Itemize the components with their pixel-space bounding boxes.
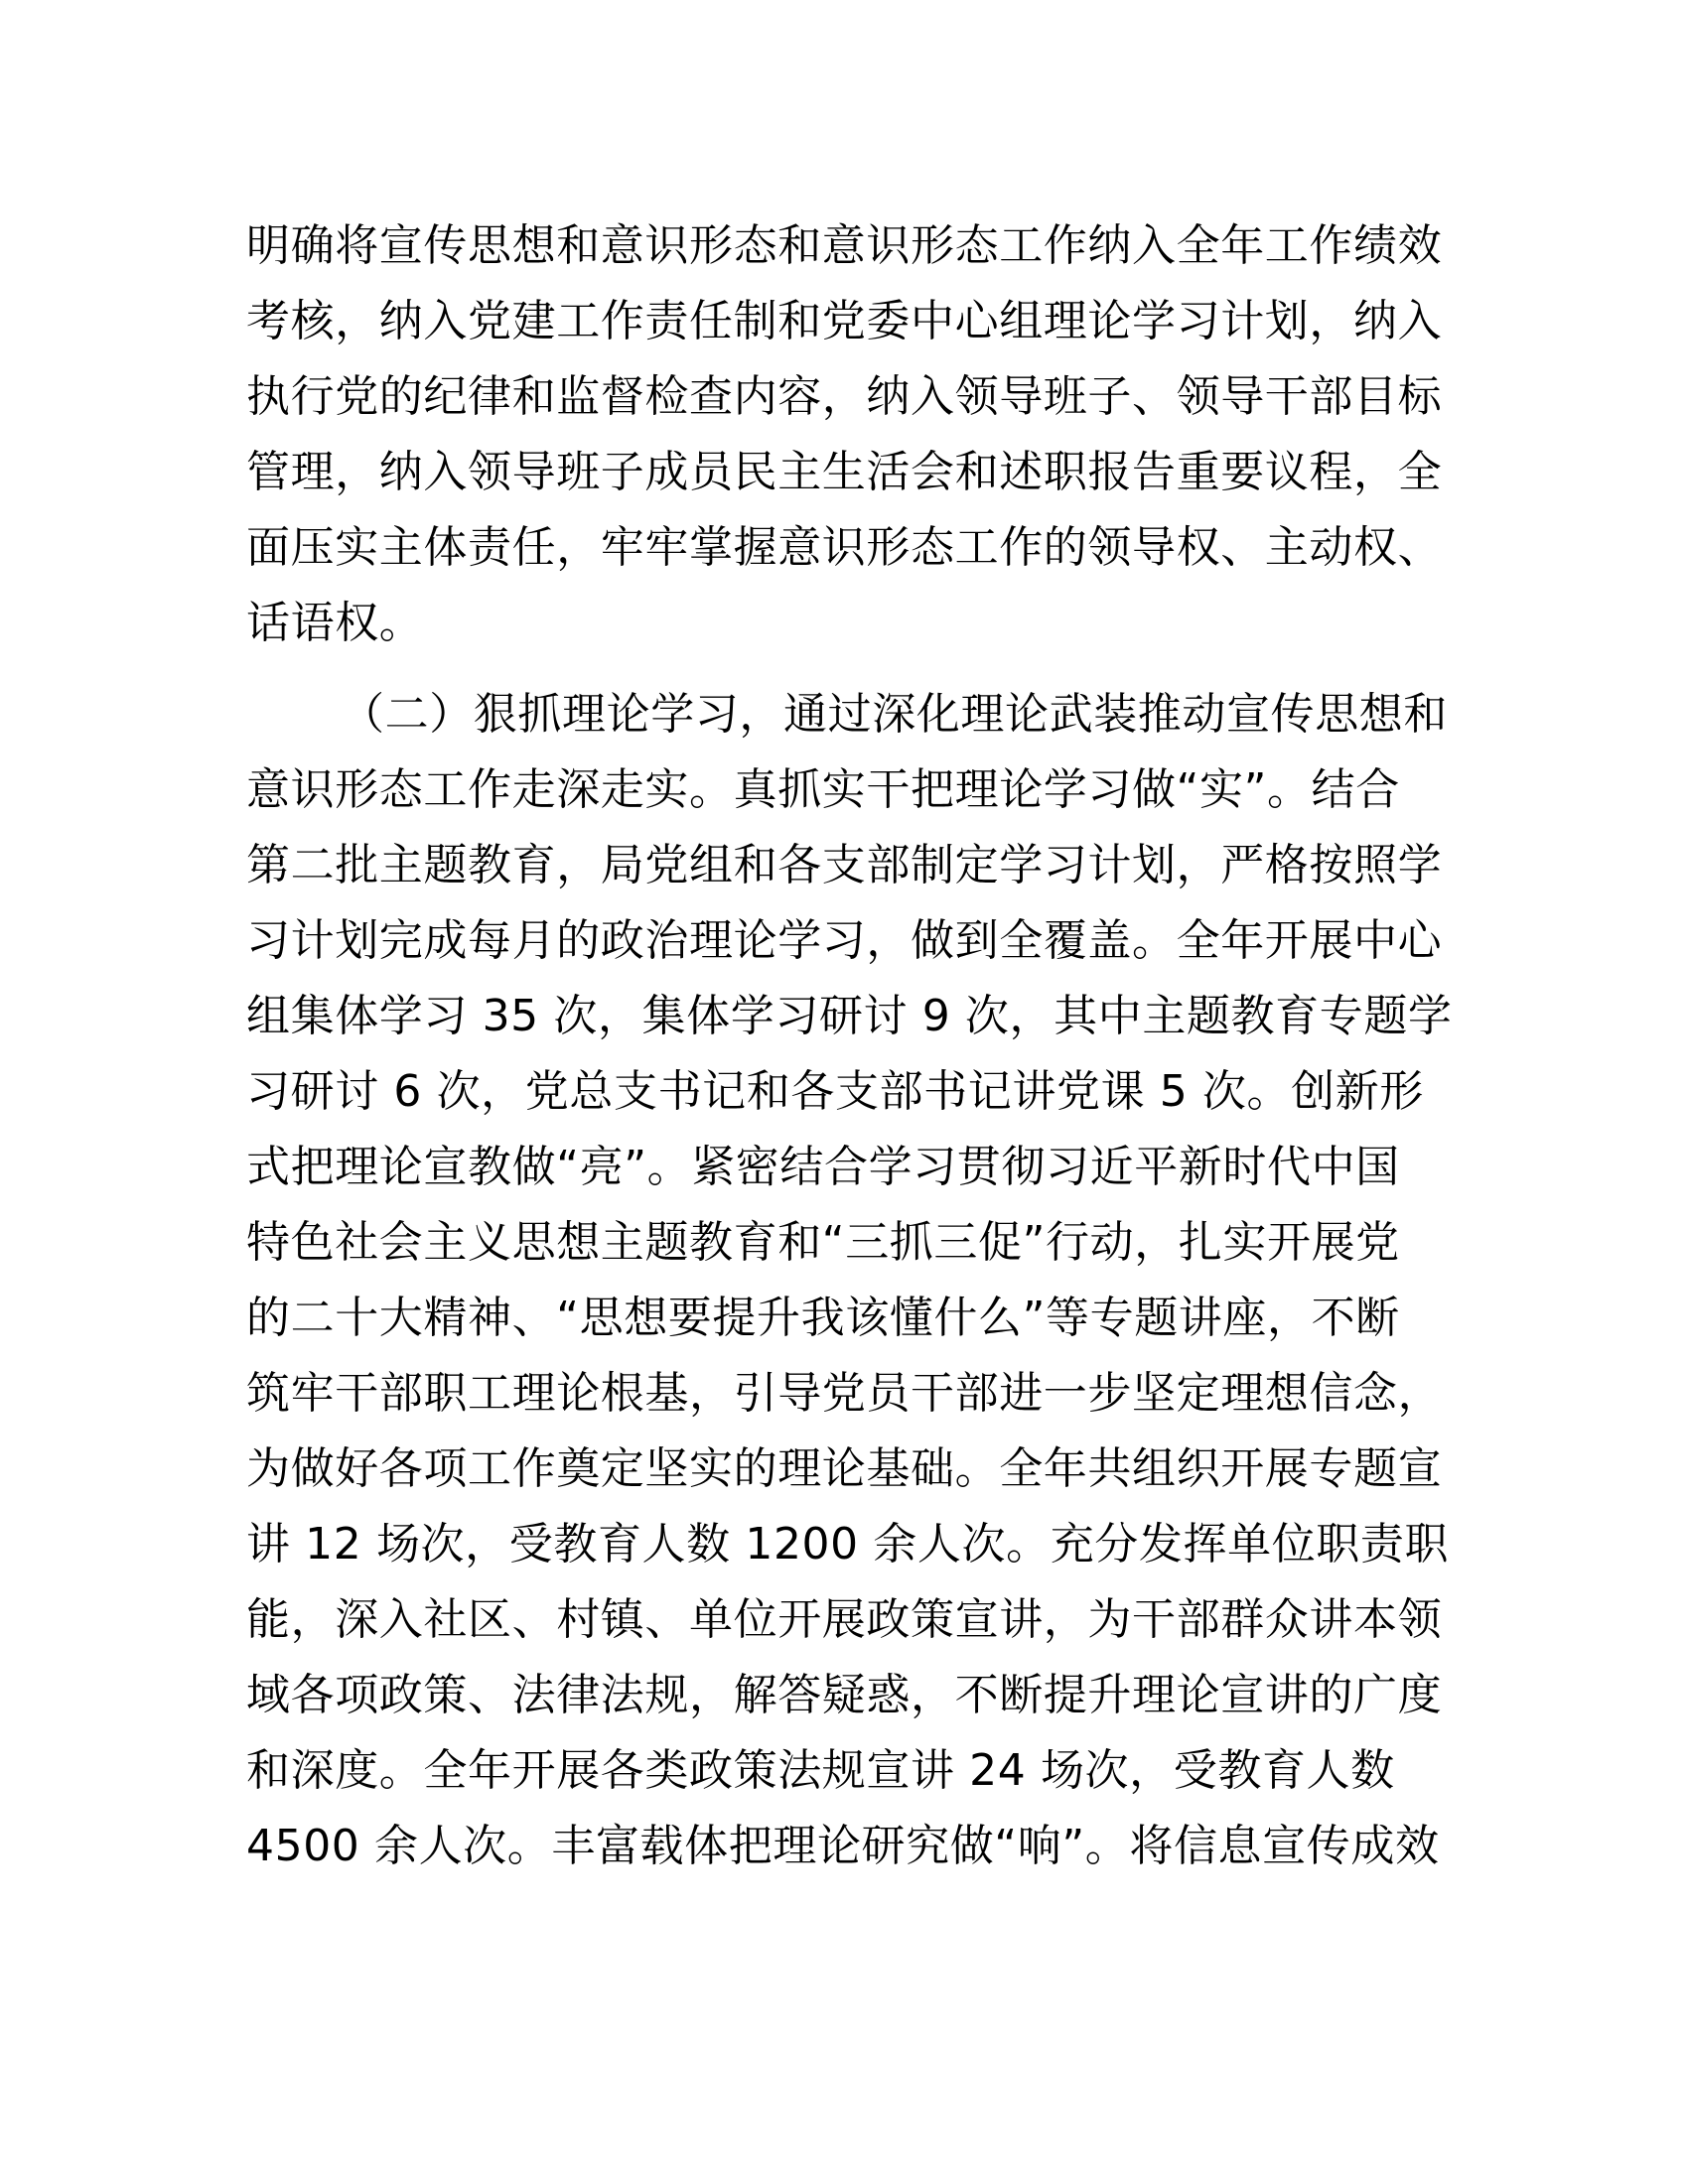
text-line: 讲 12 场次，受教育人数 1200 余人次。充分发挥单位职责职 bbox=[246, 1519, 1450, 1570]
text-line: 筑牢干部职工理论根基，引导党员干部进一步坚定理想信念， bbox=[246, 1368, 1443, 1419]
text-line: 习研讨 6 次，党总支书记和各支部书记讲党课 5 次。创新形 bbox=[246, 1066, 1424, 1117]
text-line: 第二批主题教育，局党组和各支部制定学习计划，严格按照学 bbox=[246, 840, 1443, 890]
text-line: 组集体学习 35 次，集体学习研讨 9 次，其中主题教育专题学 bbox=[246, 991, 1453, 1041]
paragraph-heading-line: （二）狠抓理论学习，通过深化理论武装推动宣传思想和 bbox=[341, 689, 1448, 740]
text-line: 的二十大精神、“思想要提升我该懂什么”等专题讲座，不断 bbox=[246, 1293, 1400, 1343]
text-line: 明确将宣传思想和意识形态和意识形态工作纳入全年工作绩效 bbox=[246, 220, 1443, 271]
text-line: 意识形态工作走深走实。真抓实干把理论学习做“实”。结合 bbox=[246, 764, 1400, 815]
text-line: 为做好各项工作奠定坚实的理论基础。全年共组织开展专题宣 bbox=[246, 1443, 1443, 1494]
text-line: 考核，纳入党建工作责任制和党委中心组理论学习计划，纳入 bbox=[246, 296, 1443, 346]
text-line: 执行党的纪律和监督检查内容，纳入领导班子、领导干部目标 bbox=[246, 371, 1443, 422]
text-line: 面压实主体责任，牢牢掌握意识形态工作的领导权、主动权、 bbox=[246, 522, 1443, 573]
text-line: 域各项政策、法律法规，解答疑惑，不断提升理论宣讲的广度 bbox=[246, 1670, 1443, 1720]
text-line: 4500 余人次。丰富载体把理论研究做“响”。将信息宣传成效 bbox=[246, 1821, 1440, 1871]
text-line: 话语权。 bbox=[246, 598, 424, 648]
text-line: 管理，纳入领导班子成员民主生活会和述职报告重要议程，全 bbox=[246, 447, 1443, 497]
text-line: 和深度。全年开展各类政策法规宣讲 24 场次，受教育人数 bbox=[246, 1745, 1395, 1796]
text-line: 特色社会主义思想主题教育和“三抓三促”行动，扎实开展党 bbox=[246, 1217, 1400, 1268]
text-line: 习计划完成每月的政治理论学习，做到全覆盖。全年开展中心 bbox=[246, 915, 1443, 966]
text-line: 能，深入社区、村镇、单位开展政策宣讲，为干部群众讲本领 bbox=[246, 1594, 1443, 1645]
text-line: 式把理论宣教做“亮”。紧密结合学习贯彻习近平新时代中国 bbox=[246, 1142, 1400, 1192]
